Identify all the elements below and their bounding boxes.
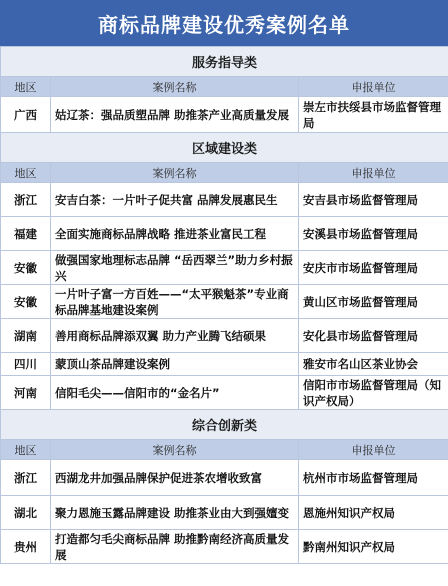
cell-unit: 安溪县市场监督管理局 <box>299 217 448 251</box>
cell-region: 贵州 <box>1 530 51 564</box>
cell-region: 浙江 <box>1 460 51 496</box>
table-row <box>1 251 448 285</box>
cell-unit: 崇左市扶绥县市场监督管理局 <box>299 97 448 133</box>
table-row <box>1 353 448 376</box>
cell-unit: 黄山区市场监督管理局 <box>299 285 448 319</box>
column-header-name: 案例名称 <box>51 163 299 183</box>
cell-region: 河南 <box>1 376 51 410</box>
cell-name: 聚力恩施玉露品牌建设 助推茶业由大到强嬗变 <box>51 496 299 530</box>
column-header-unit: 申报单位 <box>299 440 448 460</box>
case-list-table <box>0 46 448 564</box>
cell-region: 湖北 <box>1 496 51 530</box>
cell-name: 做强国家地理标志品牌 “岳西翠兰”助力乡村振兴 <box>51 251 299 285</box>
cell-name: 西湖龙井加强品牌保护促进茶农增收致富 <box>51 460 299 496</box>
cell-name: 全面实施商标品牌战略 推进茶业富民工程 <box>51 217 299 251</box>
section-header <box>1 47 448 77</box>
column-header-region: 地区 <box>1 440 51 460</box>
cell-region: 广西 <box>1 97 51 133</box>
table-row <box>1 97 448 133</box>
cell-name: 善用商标品牌添双翼 助力产业腾飞结硕果 <box>51 319 299 353</box>
section-title: 区域建设类 <box>1 133 448 163</box>
column-header-row <box>1 77 448 97</box>
cell-region: 安徽 <box>1 251 51 285</box>
section-title: 服务指导类 <box>1 47 448 77</box>
section-header <box>1 410 448 440</box>
table-row <box>1 376 448 410</box>
column-header-region: 地区 <box>1 77 51 97</box>
cell-name: 安吉白茶：一片叶子促共富 品牌发展惠民生 <box>51 183 299 217</box>
cell-name: 信阳毛尖——信阳市的“金名片” <box>51 376 299 410</box>
table-row <box>1 460 448 496</box>
cell-unit: 安庆市市场监督管理局 <box>299 251 448 285</box>
column-header-name: 案例名称 <box>51 440 299 460</box>
cell-unit: 安化县市场监督管理局 <box>299 319 448 353</box>
table-row <box>1 285 448 319</box>
cell-name: 打造都匀毛尖商标品牌 助推黔南经济高质量发展 <box>51 530 299 564</box>
table-row <box>1 319 448 353</box>
column-header-name: 案例名称 <box>51 77 299 97</box>
section-title: 综合创新类 <box>1 410 448 440</box>
column-header-row <box>1 163 448 183</box>
column-header-unit: 申报单位 <box>299 163 448 183</box>
column-header-region: 地区 <box>1 163 51 183</box>
cell-name: 一片叶子富一方百姓——“太平猴魁茶”专业商标品牌基地建设案例 <box>51 285 299 319</box>
document-title: 商标品牌建设优秀案例名单 <box>0 0 448 46</box>
cell-unit: 恩施州知识产权局 <box>299 496 448 530</box>
cell-unit: 杭州市市场监督管理局 <box>299 460 448 496</box>
column-header-unit: 申报单位 <box>299 77 448 97</box>
column-header-row <box>1 440 448 460</box>
table-row <box>1 496 448 530</box>
cell-unit: 黔南州知识产权局 <box>299 530 448 564</box>
cell-name: 姑辽茶：强品质塑品牌 助推茶产业高质量发展 <box>51 97 299 133</box>
cell-region: 福建 <box>1 217 51 251</box>
table-row <box>1 183 448 217</box>
table-row <box>1 530 448 564</box>
cell-unit: 信阳市市场监督管理局（知识产权局） <box>299 376 448 410</box>
cell-region: 四川 <box>1 353 51 376</box>
cell-region: 浙江 <box>1 183 51 217</box>
cell-unit: 雅安市名山区茶业协会 <box>299 353 448 376</box>
table-row <box>1 217 448 251</box>
cell-unit: 安吉县市场监督管理局 <box>299 183 448 217</box>
section-header <box>1 133 448 163</box>
cell-region: 湖南 <box>1 319 51 353</box>
cell-name: 蒙顶山茶品牌建设案例 <box>51 353 299 376</box>
cell-region: 安徽 <box>1 285 51 319</box>
